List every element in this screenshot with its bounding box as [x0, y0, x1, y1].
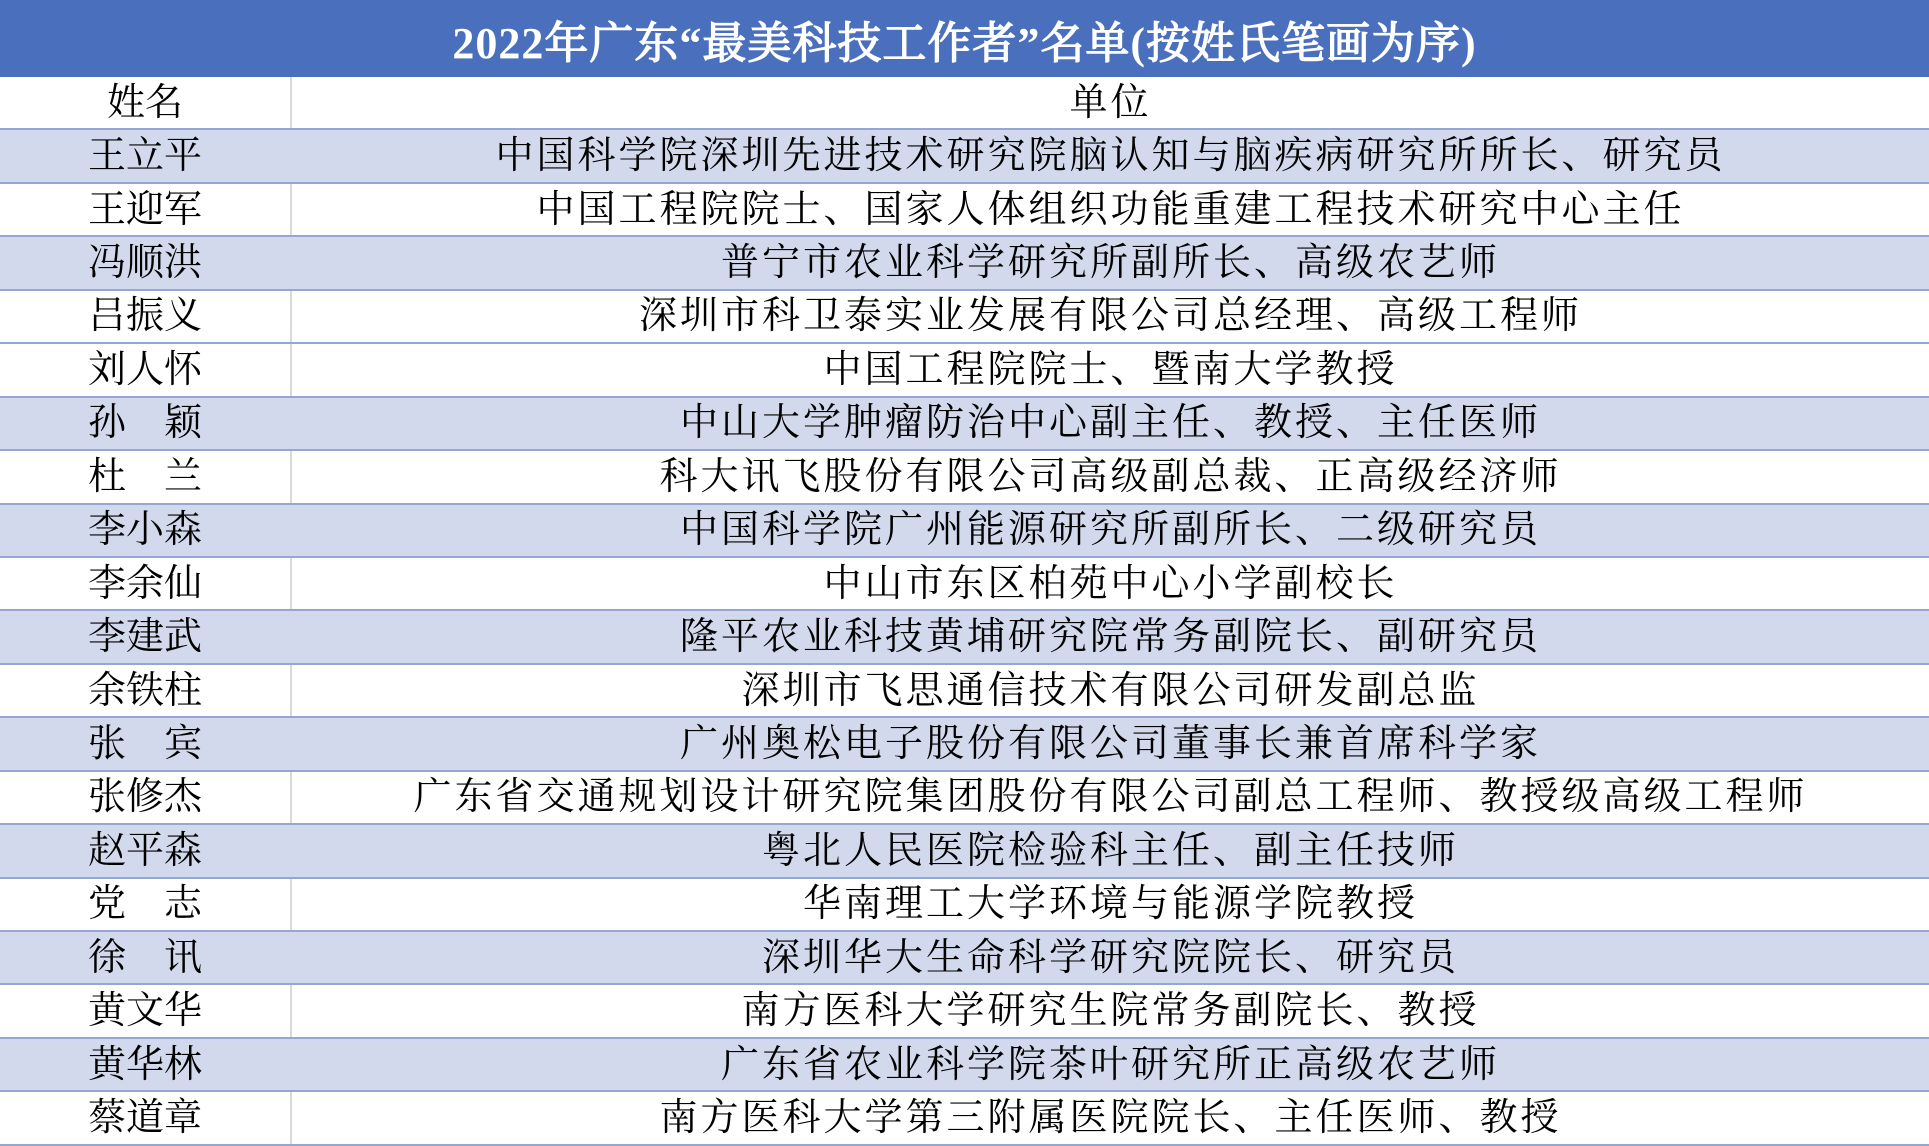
name-cell: 李小森: [87, 509, 202, 552]
name-cell: 黄文华: [0, 985, 292, 1036]
name-cell: 黄华林: [87, 1043, 202, 1086]
unit-cell: 中国工程院院士、国家人体组织功能重建工程技术研究中心主任: [536, 188, 1685, 231]
table-row: [0, 932, 1929, 985]
unit-cell: 普宁市农业科学研究所副所长、高级农艺师: [720, 242, 1500, 285]
table-row: [0, 398, 1929, 451]
name-cell: 王迎军: [0, 184, 292, 235]
name-cell: 杜 兰: [0, 451, 292, 502]
table-row: [0, 291, 1929, 344]
unit-cell: 中国科学院广州能源研究所副所长、二级研究员: [679, 509, 1541, 552]
table-row: [0, 1039, 1929, 1092]
unit-cell: 南方医科大学第三附属医院院长、主任医师、教授: [659, 1097, 1562, 1140]
table-body: [0, 77, 1929, 1146]
unit-cell: 广州奥松电子股份有限公司董事长兼首席科学家: [679, 722, 1541, 765]
name-cell: 李建武: [87, 616, 202, 659]
table-row: [0, 237, 1929, 290]
unit-cell: 南方医科大学研究生院常务副院长、教授: [741, 990, 1480, 1033]
name-cell: 冯顺洪: [87, 242, 202, 285]
table-row: [0, 130, 1929, 183]
table-row: [0, 985, 1929, 1038]
table-row: [0, 1092, 1929, 1145]
unit-cell: 科大讯飞股份有限公司高级副总裁、正高级经济师: [659, 455, 1562, 498]
table-row: [0, 505, 1929, 558]
table-row: [0, 825, 1929, 878]
unit-cell: 华南理工大学环境与能源学院教授: [802, 883, 1418, 926]
column-header-name: 姓名: [0, 77, 292, 128]
unit-cell: 深圳市科卫泰实业发展有限公司总经理、高级工程师: [638, 295, 1582, 338]
table-row: [0, 558, 1929, 611]
table-title-band: [0, 0, 1929, 77]
name-cell: 李余仙: [0, 558, 292, 609]
table-row: [0, 184, 1929, 237]
table-row: [0, 665, 1929, 718]
table-row: [0, 879, 1929, 932]
table-header-row: [0, 77, 1929, 130]
unit-cell: 中国科学院深圳先进技术研究院脑认知与脑疾病研究所所长、研究员: [495, 135, 1726, 178]
name-cell: 蔡道章: [0, 1092, 292, 1143]
unit-cell: 中山大学肿瘤防治中心副主任、教授、主任医师: [679, 402, 1541, 445]
name-cell: 王立平: [87, 135, 202, 178]
name-cell: 余铁柱: [0, 665, 292, 716]
unit-cell: 隆平农业科技黄埔研究院常务副院长、副研究员: [679, 616, 1541, 659]
name-cell: 张修杰: [0, 772, 292, 823]
table-row: [0, 772, 1929, 825]
unit-cell: 深圳华大生命科学研究院院长、研究员: [761, 936, 1459, 979]
name-cell: 赵平森: [87, 829, 202, 872]
name-cell: 党 志: [0, 879, 292, 930]
column-header-unit: 单位: [1069, 81, 1152, 124]
unit-cell: 广东省农业科学院茶叶研究所正高级农艺师: [720, 1043, 1500, 1086]
unit-cell: 中国工程院院士、暨南大学教授: [823, 348, 1398, 391]
table-row: [0, 451, 1929, 504]
name-cell: 吕振义: [0, 291, 292, 342]
table-row: [0, 344, 1929, 397]
name-cell: 徐 讯: [87, 936, 202, 979]
table-row: [0, 611, 1929, 664]
name-cell: 张 宾: [87, 722, 202, 765]
name-cell: 孙 颖: [87, 402, 202, 445]
table-row: [0, 718, 1929, 771]
table-title: 2022年广东“最美科技工作者”名单(按姓氏笔画为序): [452, 18, 1477, 68]
unit-cell: 粤北人民医院检验科主任、副主任技师: [761, 829, 1459, 872]
unit-cell: 广东省交通规划设计研究院集团股份有限公司副总工程师、教授级高级工程师: [413, 776, 1808, 819]
unit-cell: 深圳市飞思通信技术有限公司研发副总监: [741, 669, 1480, 712]
name-cell: 刘人怀: [0, 344, 292, 395]
unit-cell: 中山市东区柏苑中心小学副校长: [823, 562, 1398, 605]
